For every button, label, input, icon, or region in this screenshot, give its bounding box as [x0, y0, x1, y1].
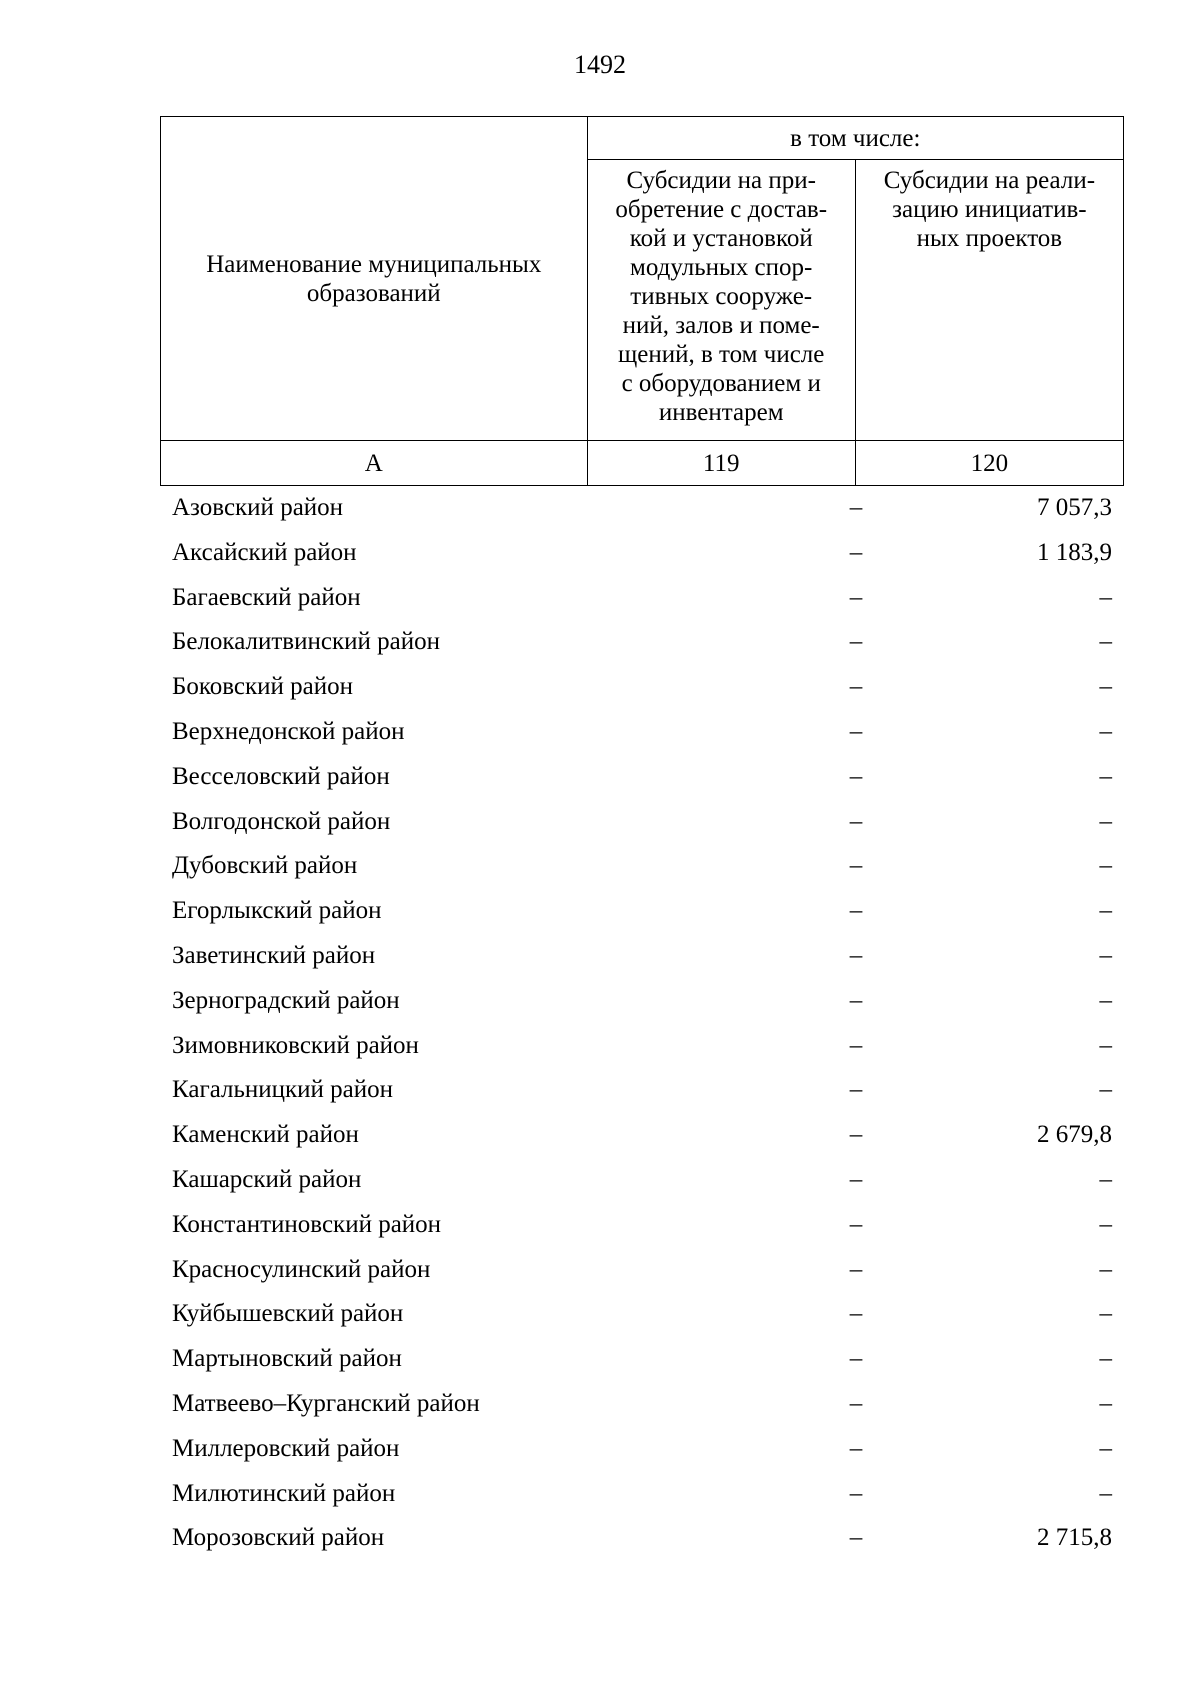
column-header-name: Наименование муниципальных образований — [161, 117, 588, 441]
row-value-120: – — [1099, 583, 1112, 611]
row-value-120: – — [1099, 986, 1112, 1014]
table-row — [160, 1113, 1124, 1158]
row-value-120: – — [1099, 897, 1112, 925]
row-value-119: – — [849, 807, 863, 835]
row-municipality-name: Заветинский район — [172, 941, 376, 969]
column-header-119-line: ний, залов и поме- — [622, 312, 820, 339]
table-row — [160, 979, 1124, 1024]
row-municipality-name: Морозовский район — [172, 1524, 385, 1552]
row-municipality-name: Багаевский район — [172, 583, 361, 611]
row-value-119: – — [849, 583, 863, 611]
column-number-a: А — [161, 441, 588, 486]
column-number-119: 119 — [587, 441, 855, 486]
row-value-119: – — [849, 1345, 863, 1373]
table-row — [160, 934, 1124, 979]
row-value-119: – — [849, 1031, 863, 1059]
row-value-120: – — [1099, 762, 1112, 790]
table-body — [160, 486, 1124, 1561]
column-header-119-line: тивных сооруже- — [630, 283, 813, 310]
row-value-119: – — [849, 1434, 863, 1462]
row-value-120: – — [1099, 852, 1112, 880]
row-value-119: – — [849, 852, 863, 880]
row-value-120: – — [1099, 1076, 1112, 1104]
row-value-120: – — [1099, 1210, 1112, 1238]
row-municipality-name: Дубовский район — [172, 852, 358, 880]
row-value-120: 2 679,8 — [1037, 1121, 1112, 1149]
table-row — [160, 531, 1124, 576]
row-value-120: – — [1099, 1255, 1112, 1283]
table-row — [160, 1203, 1124, 1248]
column-header-119 — [587, 160, 855, 441]
column-header-119-line: Субсидии на при- — [626, 167, 816, 194]
row-value-119: – — [849, 717, 863, 745]
row-value-119: – — [849, 1389, 863, 1417]
table-row — [160, 1516, 1124, 1561]
row-value-119: – — [849, 1479, 863, 1507]
table-row — [160, 1292, 1124, 1337]
row-value-119: – — [849, 1300, 863, 1328]
column-header-119-line: кой и установкой — [629, 225, 813, 252]
column-header-120-line: зацию инициатив- — [892, 196, 1087, 223]
table-row — [160, 800, 1124, 845]
table-row — [160, 1158, 1124, 1203]
column-group-header: в том числе: — [587, 117, 1123, 160]
row-municipality-name: Куйбышевский район — [172, 1300, 404, 1328]
row-value-120: – — [1099, 807, 1112, 835]
row-value-119: – — [849, 1121, 863, 1149]
row-municipality-name: Кагальницкий район — [172, 1076, 394, 1104]
table-row — [160, 844, 1124, 889]
row-value-120: 7 057,3 — [1037, 494, 1112, 521]
row-municipality-name: Боковский район — [172, 673, 353, 701]
row-value-120: – — [1099, 673, 1112, 701]
row-municipality-name: Зерноградский район — [172, 986, 400, 1014]
row-value-120: – — [1099, 628, 1112, 656]
column-header-119-line: щений, в том числе — [618, 341, 825, 368]
table-row — [160, 486, 1124, 531]
row-value-119: – — [849, 673, 863, 701]
row-municipality-name: Кашарский район — [172, 1165, 362, 1193]
row-municipality-name: Весселовский район — [172, 762, 390, 790]
table-row — [160, 1024, 1124, 1069]
row-value-120: – — [1099, 717, 1112, 745]
column-header-119-line: модульных спор- — [630, 254, 813, 281]
row-value-119: – — [849, 1524, 863, 1552]
table-row — [160, 1337, 1124, 1382]
row-value-119: – — [849, 1076, 863, 1104]
row-municipality-name: Волгодонской район — [172, 807, 391, 835]
table-row — [160, 889, 1124, 934]
row-value-120: 2 715,8 — [1037, 1524, 1112, 1552]
row-value-120: – — [1099, 1434, 1112, 1462]
column-header-119-line: с оборудованием и — [621, 370, 821, 397]
row-value-120: 1 183,9 — [1037, 538, 1112, 566]
row-municipality-name: Зимовниковский район — [172, 1031, 419, 1059]
row-municipality-name: Верхнедонской район — [172, 717, 405, 745]
table-row — [160, 665, 1124, 710]
row-municipality-name: Милютинский район — [172, 1479, 396, 1507]
row-value-120: – — [1099, 1300, 1112, 1328]
row-municipality-name: Матвеево–Курганский район — [172, 1389, 480, 1417]
row-municipality-name: Красносулинский район — [172, 1255, 431, 1283]
table-row — [160, 576, 1124, 621]
page-number: 1492 — [574, 50, 626, 79]
row-municipality-name: Белокалитвинский район — [172, 628, 440, 656]
column-header-119-line: инвентарем — [658, 399, 784, 426]
row-value-120: – — [1099, 1389, 1112, 1417]
table-row — [160, 1472, 1124, 1517]
row-value-119: – — [849, 1165, 863, 1193]
row-value-119: – — [849, 628, 863, 656]
table-row — [160, 710, 1124, 755]
row-value-119: – — [849, 494, 863, 521]
row-municipality-name: Мартыновский район — [172, 1345, 402, 1373]
row-municipality-name: Каменский район — [172, 1121, 359, 1149]
table-row — [160, 1248, 1124, 1293]
row-value-120: – — [1099, 1345, 1112, 1373]
column-header-120-line: ных проектов — [916, 225, 1063, 252]
table-row — [160, 1382, 1124, 1427]
row-value-119: – — [849, 1210, 863, 1238]
table-row — [160, 1068, 1124, 1113]
table-header — [160, 116, 1124, 486]
column-header-119-line: обретение с достав- — [615, 196, 828, 223]
row-value-119: – — [849, 1255, 863, 1283]
column-header-120 — [855, 160, 1123, 441]
row-municipality-name: Егорлыкский район — [172, 897, 382, 925]
row-value-119: – — [849, 762, 863, 790]
row-value-120: – — [1099, 1479, 1112, 1507]
row-value-120: – — [1099, 941, 1112, 969]
row-value-119: – — [849, 986, 863, 1014]
row-municipality-name: Константиновский район — [172, 1210, 442, 1238]
row-municipality-name: Миллеровский район — [172, 1434, 400, 1462]
table-row — [160, 755, 1124, 800]
column-header-120-line: Субсидии на реали- — [883, 167, 1096, 194]
row-value-119: – — [849, 538, 863, 566]
table-row — [160, 620, 1124, 665]
column-number-120: 120 — [855, 441, 1123, 486]
row-municipality-name: Аксайский район — [172, 538, 357, 566]
row-value-120: – — [1099, 1031, 1112, 1059]
row-value-119: – — [849, 897, 863, 925]
table-row — [160, 1427, 1124, 1472]
row-value-119: – — [849, 941, 863, 969]
row-value-120: – — [1099, 1165, 1112, 1193]
row-municipality-name: Азовский район — [172, 494, 344, 521]
